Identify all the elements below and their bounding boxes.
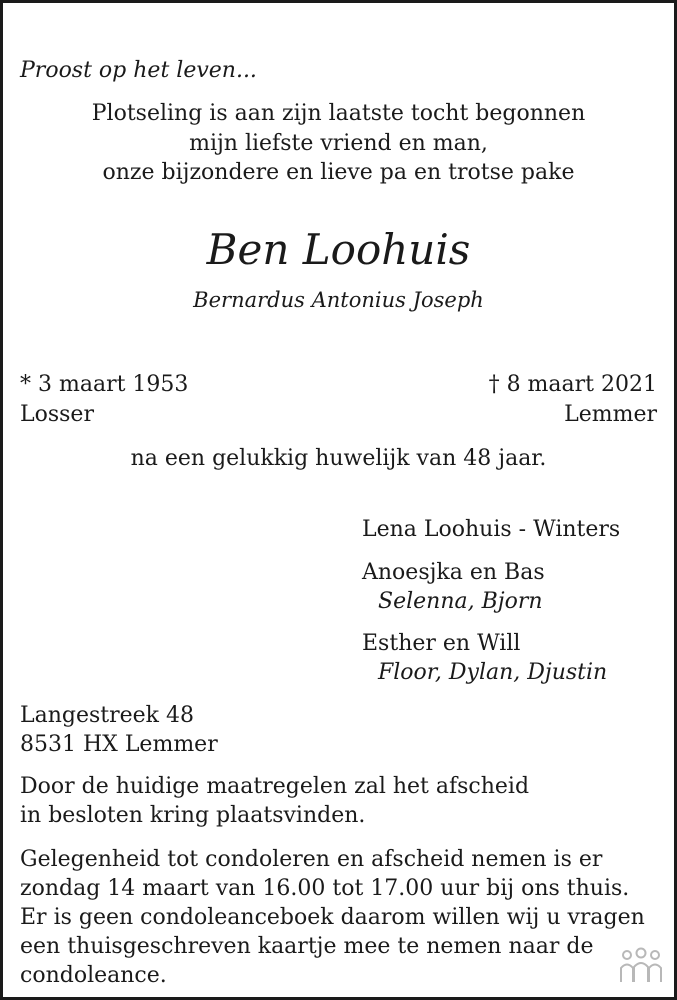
spouse-name: Lena Loohuis - Winters [362,517,621,542]
deceased-name: Ben Loohuis [206,225,471,274]
grandchildren-1: Selenna, Bjorn [378,589,543,614]
death-place: Lemmer [564,402,657,427]
deceased-full-names: Bernardus Antonius Joseph [193,288,484,312]
condolence-line-3: Er is geen condoleanceboek daarom willen wij u vragen [20,905,645,930]
marriage-line: na een gelukkig huwelijk van 48 jaar. [130,446,547,471]
address-street: Langestreek 48 [20,703,195,728]
opening-line-2: mijn liefste vriend en man, [189,131,488,156]
child-1: Anoesjka en Bas [362,560,545,585]
people-group-icon [618,946,664,986]
condolence-line-4: een thuisgeschreven kaartje mee te nemen naar de [20,934,594,959]
intro-line: Proost op het leven... [20,58,257,83]
condolence-line-5: condoleance. [20,963,167,988]
birth-date: * 3 maart 1953 [20,372,189,397]
notice-line-2: in besloten kring plaatsvinden. [20,803,366,828]
opening-line-1: Plotseling is aan zijn laatste tocht begonnen [91,101,586,126]
child-2: Esther en Will [362,631,521,656]
grandchildren-2: Floor, Dylan, Djustin [378,660,608,685]
birth-place: Losser [20,402,94,427]
condolence-line-1: Gelegenheid tot condoleren en afscheid nemen is er [20,847,603,872]
notice-line-1: Door de huidige maatregelen zal het afscheid [20,774,530,799]
address-postal: 8531 HX Lemmer [20,732,218,757]
opening-line-3: onze bijzondere en lieve pa en trotse pake [102,160,575,185]
death-date: † 8 maart 2021 [488,372,657,397]
condolence-line-2: zondag 14 maart van 16.00 tot 17.00 uur bij ons thuis. [20,876,630,901]
